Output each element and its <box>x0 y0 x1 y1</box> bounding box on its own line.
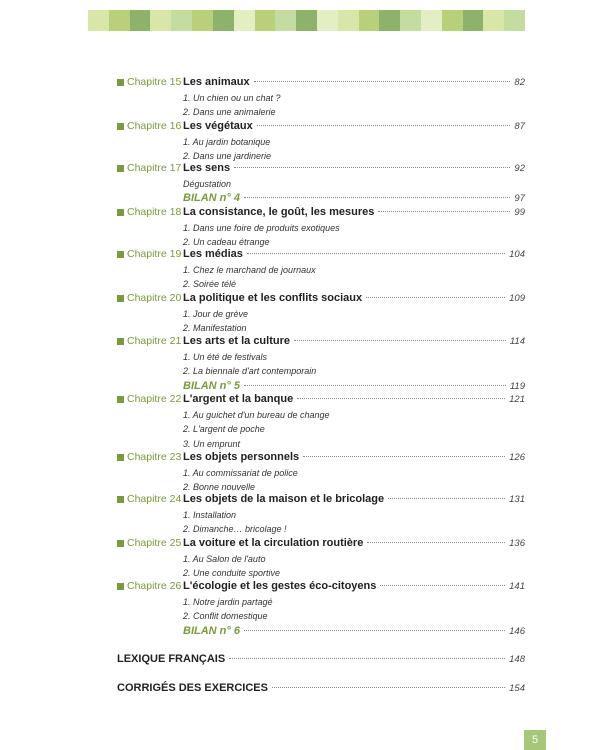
square-bullet-icon <box>117 209 124 216</box>
chapter-title: L'écologie et les gestes éco-citoyens <box>183 580 377 592</box>
band-square <box>171 10 192 31</box>
chapter-title: Les médias <box>183 248 243 260</box>
band-square <box>296 10 317 31</box>
square-bullet-icon <box>117 396 124 403</box>
square-bullet-icon <box>117 583 124 590</box>
page-number: 5 <box>531 734 539 746</box>
square-bullet-icon <box>117 338 124 345</box>
section-title: CORRIGÉS DES EXERCICES <box>117 682 268 694</box>
band-square <box>400 10 421 31</box>
dotted-leader <box>244 197 510 198</box>
chapter-label: Chapitre 18 <box>127 206 182 218</box>
dotted-leader <box>244 385 506 386</box>
page-ref: 146 <box>509 625 525 637</box>
toc-row[interactable] <box>183 535 525 551</box>
page-ref: 109 <box>509 293 525 304</box>
band-square <box>234 10 255 31</box>
dotted-leader <box>294 340 506 341</box>
page-ref: 121 <box>509 394 525 405</box>
chapter-label: Chapitre 26 <box>127 580 182 592</box>
band-square <box>483 10 504 31</box>
dotted-leader <box>378 211 510 212</box>
band-square <box>379 10 400 31</box>
page-ref: 87 <box>514 121 525 132</box>
subsection: 2. Dans une animalerie <box>183 107 276 118</box>
chapter-title: La politique et les conflits sociaux <box>183 292 363 304</box>
bilan-title: BILAN n° 4 <box>183 192 240 205</box>
subsection: 2. Manifestation <box>183 323 247 334</box>
dotted-leader <box>367 542 505 543</box>
square-bullet-icon <box>117 540 124 547</box>
subsection: 1. Chez le marchand de journaux <box>183 265 316 275</box>
page-ref: 148 <box>509 654 525 665</box>
subsection: 1. Au guichet d'un bureau de change <box>183 410 330 420</box>
bilan-row[interactable] <box>183 623 525 639</box>
section-title: LEXIQUE FRANÇAIS <box>117 653 226 665</box>
band-square <box>88 10 109 31</box>
dotted-leader <box>254 81 511 82</box>
toc-extra-row[interactable] <box>117 680 525 696</box>
band-square <box>338 10 359 31</box>
subsection: 2. Conflit domestique <box>183 611 268 622</box>
square-bullet-icon <box>117 165 124 172</box>
chapter-label: Chapitre 17 <box>127 162 182 174</box>
chapter-label: Chapitre 24 <box>127 493 182 505</box>
chapter-title: Les objets de la maison et le bricolage <box>183 493 385 505</box>
chapter-label: Chapitre 23 <box>127 451 182 463</box>
bilan-title: BILAN n° 5 <box>183 379 240 392</box>
subsection: 2. Un cadeau étrange <box>183 237 270 248</box>
toc-row[interactable] <box>183 491 525 507</box>
chapter-title: Les objets personnels <box>183 451 300 463</box>
page-ref: 92 <box>514 163 525 174</box>
dotted-leader <box>244 630 505 631</box>
dotted-leader <box>247 253 505 254</box>
subsection: 1. Au Salon de l'auto <box>183 554 266 564</box>
dotted-leader <box>388 498 505 499</box>
toc-row[interactable] <box>183 204 525 220</box>
toc-row[interactable] <box>183 391 525 407</box>
square-bullet-icon <box>117 123 124 130</box>
page-ref: 99 <box>514 207 525 218</box>
toc-row[interactable] <box>183 74 525 90</box>
dotted-leader <box>366 297 505 298</box>
subsection: 2. Bonne nouvelle <box>183 482 256 493</box>
page-ref: 97 <box>514 193 525 205</box>
page-ref: 82 <box>514 77 525 88</box>
subsection: 2. La biennale d'art contemporain <box>183 366 317 377</box>
subsection: 1. Jour de grève <box>183 309 249 319</box>
chapter-label: Chapitre 19 <box>127 248 182 260</box>
toc-row[interactable] <box>183 290 525 306</box>
toc-row[interactable] <box>183 578 525 594</box>
toc-row[interactable] <box>183 449 525 465</box>
band-square <box>130 10 151 31</box>
chapter-label: Chapitre 16 <box>127 120 182 132</box>
dotted-leader <box>297 398 505 399</box>
subsection: 1. Installation <box>183 510 237 520</box>
subsection: 1. Dans une foire de produits exotiques <box>183 223 340 233</box>
dotted-leader <box>234 167 510 168</box>
subsection: 1. Notre jardin partagé <box>183 597 273 607</box>
toc-row[interactable] <box>183 246 525 262</box>
dotted-leader <box>229 658 505 659</box>
chapter-title: La voiture et la circulation routière <box>183 537 364 549</box>
square-bullet-icon <box>117 454 124 461</box>
square-bullet-icon <box>117 79 124 86</box>
chapter-title: Les sens <box>183 162 231 174</box>
band-square <box>442 10 463 31</box>
dotted-leader <box>303 456 505 457</box>
band-square <box>213 10 234 31</box>
dotted-leader <box>257 125 511 126</box>
page-ref: 154 <box>509 683 525 694</box>
chapter-title: Les végétaux <box>183 120 253 132</box>
subsection: 3. Un emprunt <box>183 438 241 449</box>
subsection: 2. L'argent de poche <box>183 424 265 435</box>
band-square <box>255 10 276 31</box>
band-square <box>109 10 130 31</box>
band-square <box>192 10 213 31</box>
subsection: 2. Soirée télé <box>183 279 237 290</box>
subsection: 1. Un chien ou un chat ? <box>183 93 281 103</box>
toc-row[interactable] <box>183 160 525 176</box>
chapter-label: Chapitre 22 <box>127 393 182 405</box>
band-square <box>463 10 484 31</box>
subsection: 2. Dans une jardinerie <box>183 151 272 162</box>
band-square <box>421 10 442 31</box>
subsection: Dégustation <box>183 179 232 189</box>
chapter-title: Les animaux <box>183 76 250 88</box>
chapter-title: Les arts et la culture <box>183 335 290 347</box>
decorative-band <box>88 10 525 31</box>
chapter-label: Chapitre 25 <box>127 537 182 549</box>
band-square <box>275 10 296 31</box>
page-ref: 131 <box>509 494 525 505</box>
page-ref: 136 <box>509 538 525 549</box>
subsection: 1. Un été de festivals <box>183 352 268 362</box>
subsection: 2. Une conduite sportive <box>183 568 281 579</box>
page-ref: 114 <box>509 336 525 347</box>
page-ref: 126 <box>509 452 525 463</box>
page-number-badge <box>524 730 546 750</box>
band-square <box>359 10 380 31</box>
toc-row[interactable] <box>183 333 525 349</box>
chapter-label: Chapitre 15 <box>127 76 182 88</box>
dotted-leader <box>272 687 505 688</box>
band-square <box>504 10 525 31</box>
chapter-label: Chapitre 21 <box>127 335 182 347</box>
chapter-title: L'argent et la banque <box>183 393 294 405</box>
subsection: 1. Au commissariat de police <box>183 468 298 478</box>
toc-row[interactable] <box>183 118 525 134</box>
chapter-label: Chapitre 20 <box>127 292 182 304</box>
page-ref: 104 <box>509 249 525 260</box>
subsection: 1. Au jardin botanique <box>183 137 271 147</box>
bilan-title: BILAN n° 6 <box>183 624 240 637</box>
square-bullet-icon <box>117 251 124 258</box>
square-bullet-icon <box>117 295 124 302</box>
page-ref: 141 <box>509 581 525 592</box>
dotted-leader <box>380 585 505 586</box>
band-square <box>150 10 171 31</box>
subsection: 2. Dimanche… bricolage ! <box>183 524 287 535</box>
band-square <box>317 10 338 31</box>
square-bullet-icon <box>117 496 124 503</box>
chapter-title: La consistance, le goût, les mesures <box>183 206 375 218</box>
page-ref: 119 <box>509 380 525 392</box>
toc-extra-row[interactable] <box>117 651 525 667</box>
